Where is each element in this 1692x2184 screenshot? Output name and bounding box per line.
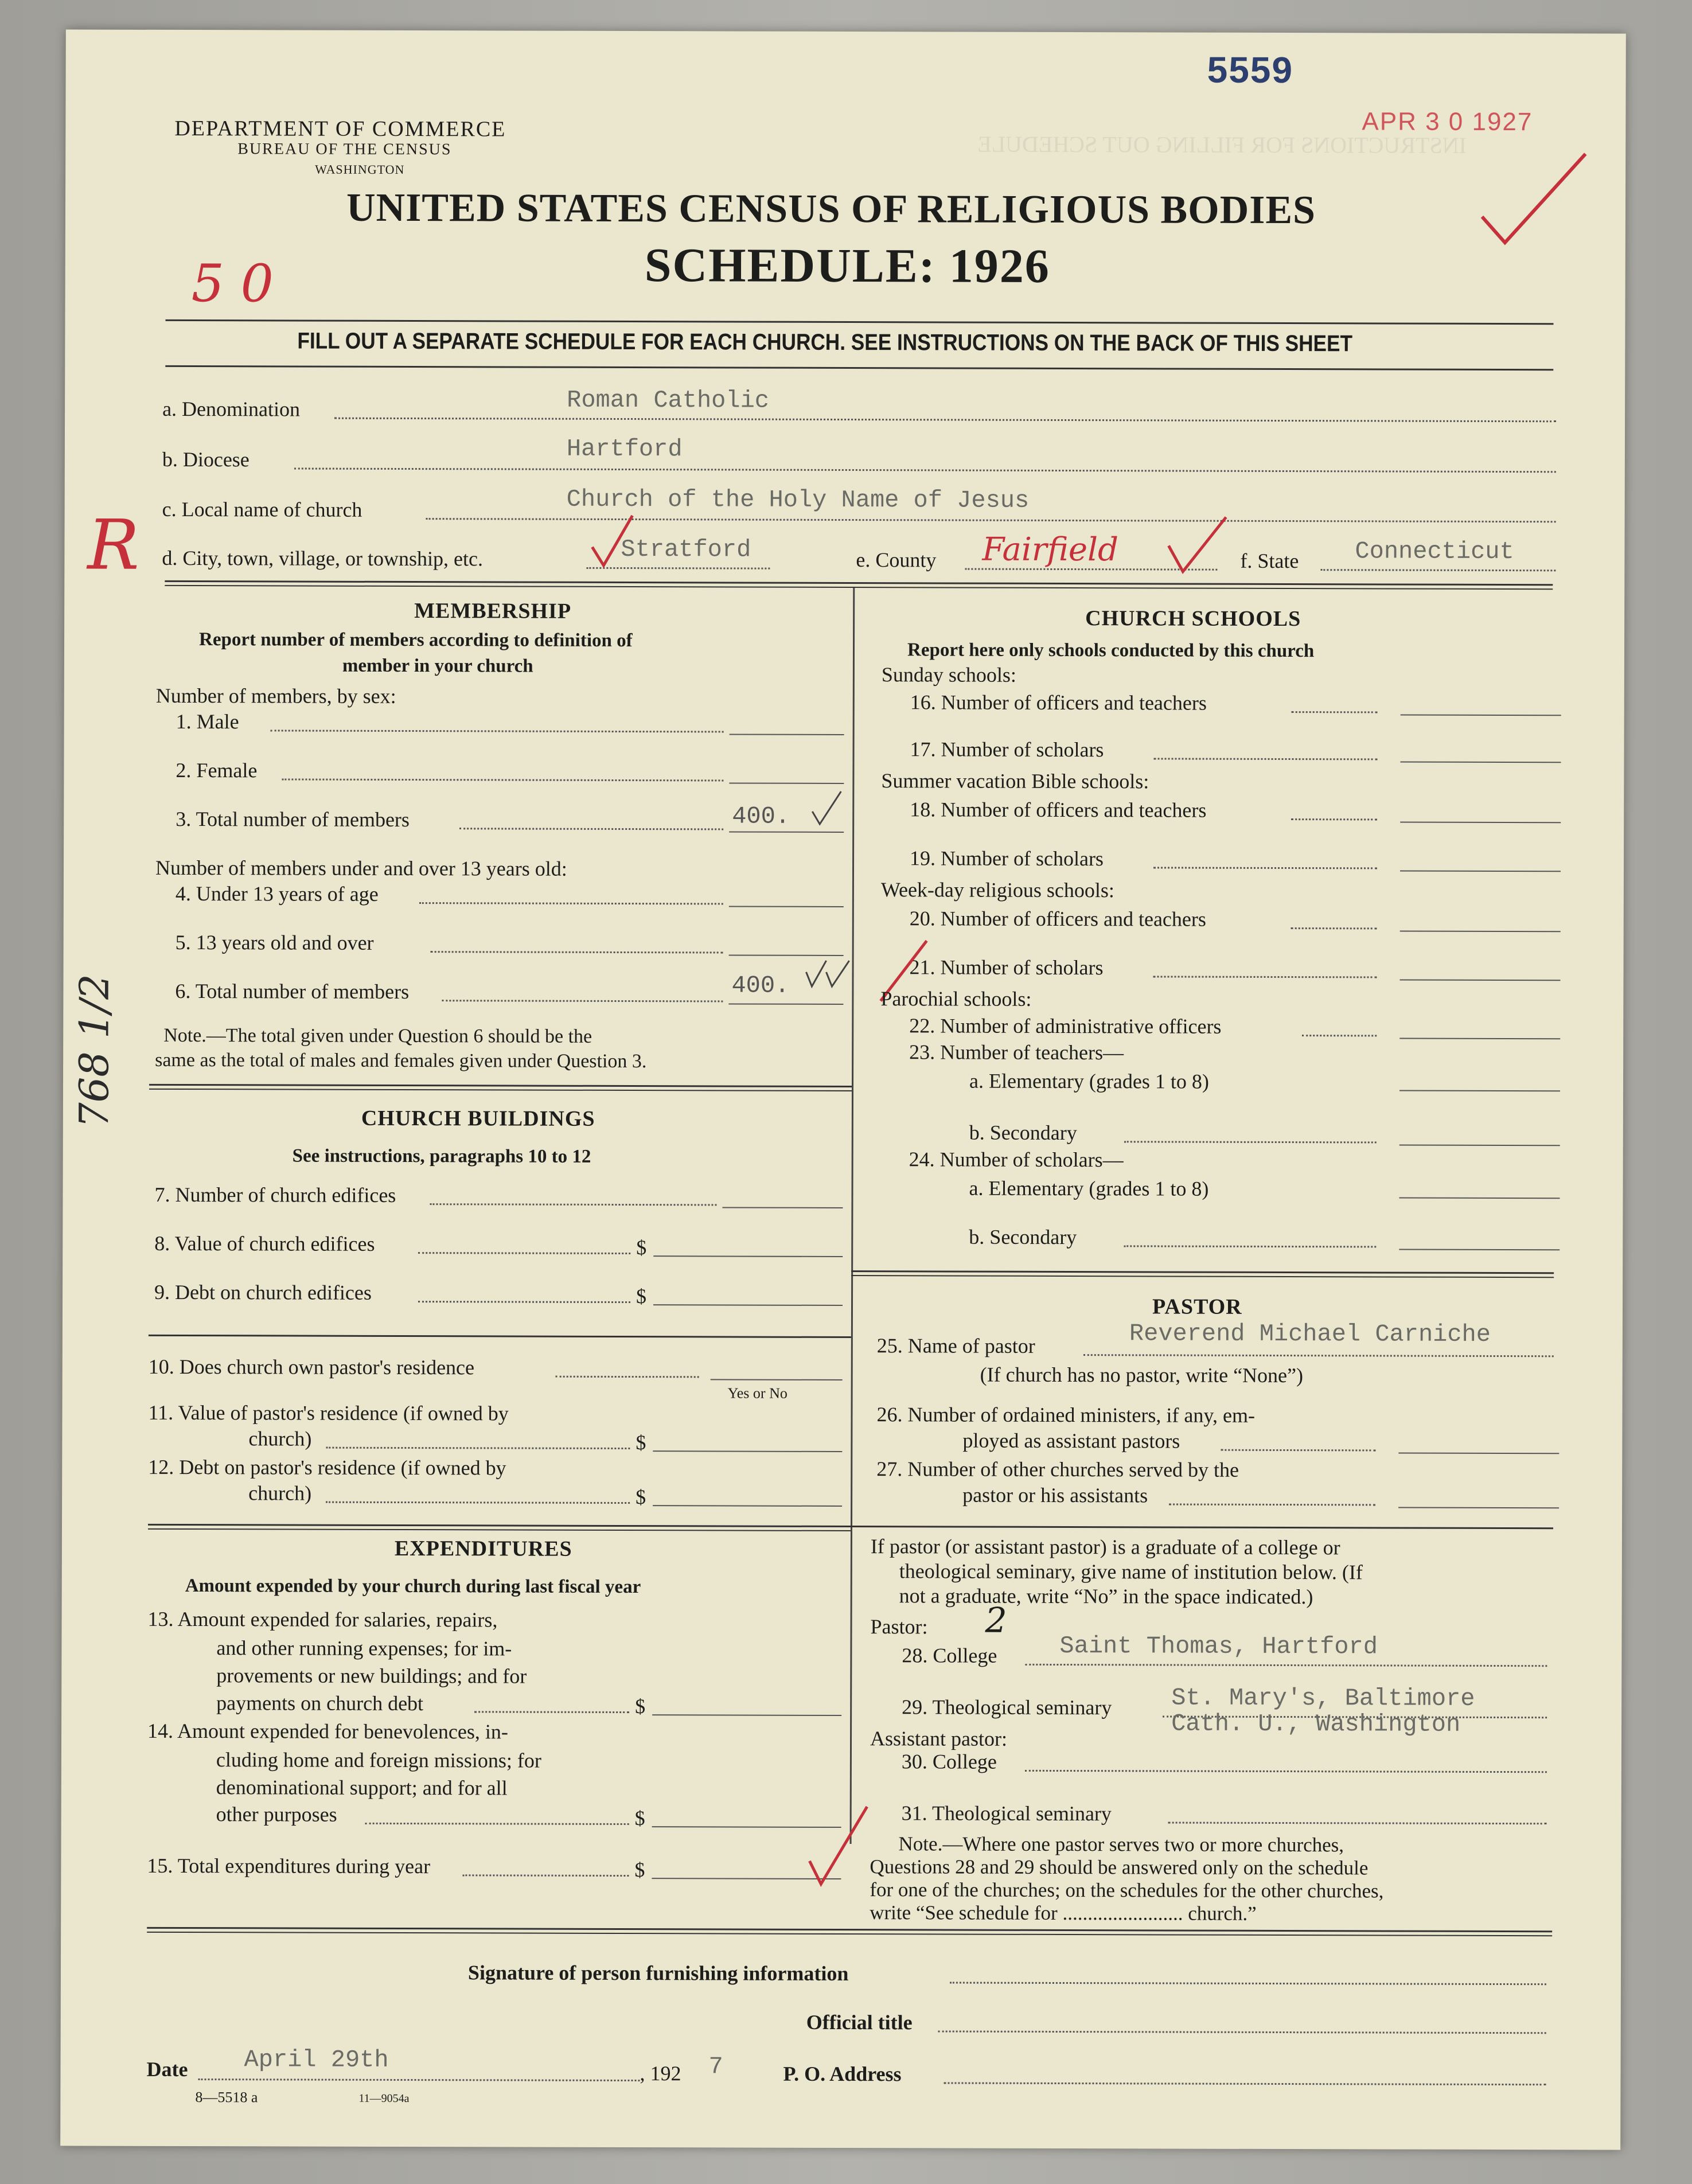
diocese-value[interactable]: Hartford bbox=[566, 435, 683, 463]
q23a-label: a. Elementary (grades 1 to 8) bbox=[969, 1069, 1209, 1093]
q22-dots bbox=[1302, 1035, 1377, 1036]
q27-label-1: 27. Number of other churches served by the bbox=[876, 1457, 1239, 1481]
q25-note: (If church has no pastor, write “None”) bbox=[980, 1363, 1304, 1387]
check-q3-icon bbox=[809, 789, 844, 829]
pastor-name-value[interactable]: Reverend Michael Carniche bbox=[1129, 1320, 1491, 1348]
q17-label: 17. Number of scholars bbox=[910, 738, 1104, 762]
parochial-schools-label: Parochial schools: bbox=[880, 987, 1032, 1011]
membership-heading: MEMBERSHIP bbox=[414, 599, 572, 623]
q11-dollar: $ bbox=[636, 1431, 646, 1454]
q30-dots bbox=[1025, 1770, 1547, 1773]
q3-dots bbox=[459, 828, 723, 830]
expenditures-rule-2 bbox=[148, 1528, 851, 1531]
red-check-county-icon bbox=[1165, 514, 1229, 577]
po-address-line[interactable] bbox=[944, 2082, 1546, 2085]
q1-answer[interactable] bbox=[730, 734, 844, 735]
denomination-label: a. Denomination bbox=[162, 397, 301, 421]
q23b-label: b. Secondary bbox=[969, 1121, 1077, 1145]
q23a-answer[interactable] bbox=[1399, 1090, 1560, 1092]
q31-dots bbox=[1168, 1822, 1547, 1824]
check-q6-icon bbox=[803, 958, 855, 998]
q14-label-4: other purposes bbox=[216, 1803, 337, 1826]
q28-dots bbox=[1025, 1664, 1547, 1667]
q25-dots bbox=[1083, 1354, 1554, 1357]
q11-label-2: church) bbox=[248, 1427, 312, 1450]
print-number: 11—9054a bbox=[358, 2092, 410, 2105]
denomination-line bbox=[334, 418, 1556, 423]
bleed-through-heading: INSTRUCTIONS FOR FILLING OUT SCHEDULE bbox=[977, 131, 1467, 158]
q18-dots bbox=[1291, 818, 1377, 820]
q1-label: 1. Male bbox=[176, 709, 239, 734]
q12-answer[interactable] bbox=[653, 1505, 842, 1507]
official-title-label: Official title bbox=[806, 2010, 913, 2034]
signature-line[interactable] bbox=[950, 1982, 1546, 1985]
q21-dots bbox=[1153, 976, 1377, 978]
stamp-number: 5559 bbox=[1207, 49, 1294, 91]
red-check-mark-icon bbox=[1476, 148, 1591, 252]
dept-line-2: BUREAU OF THE CENSUS bbox=[237, 140, 452, 159]
q13-label-3: provements or new buildings; and for bbox=[216, 1664, 527, 1688]
q27-answer[interactable] bbox=[1398, 1507, 1559, 1509]
q18-label: 18. Number of officers and teachers bbox=[910, 798, 1207, 822]
q10-answer[interactable] bbox=[711, 1379, 843, 1380]
assistant-subhead: Assistant pastor: bbox=[870, 1727, 1008, 1750]
q5-label: 5. 13 years old and over bbox=[175, 930, 374, 954]
q5-answer[interactable] bbox=[729, 954, 844, 956]
census-schedule-sheet bbox=[60, 29, 1626, 2150]
q6-label: 6. Total number of members bbox=[175, 979, 410, 1004]
official-title-line[interactable] bbox=[938, 2030, 1546, 2034]
form-subtitle: SCHEDULE: 1926 bbox=[644, 239, 1050, 293]
buildings-heading: CHURCH BUILDINGS bbox=[361, 1106, 595, 1131]
q6-dots bbox=[442, 1000, 723, 1002]
pastor-handwritten-mark: 2 bbox=[985, 1600, 1007, 1641]
local-name-value[interactable]: Church of the Holy Name of Jesus bbox=[566, 485, 1030, 514]
q20-label: 20. Number of officers and teachers bbox=[909, 907, 1206, 931]
q27-label-2: pastor or his assistants bbox=[962, 1483, 1148, 1507]
q28-label: 28. College bbox=[902, 1644, 997, 1667]
q8-label: 8. Value of church edifices bbox=[154, 1231, 375, 1255]
local-name-label: c. Local name of church bbox=[162, 497, 362, 521]
q30-label: 30. College bbox=[901, 1750, 997, 1773]
membership-note-1: Note.—The total given under Question 6 should be the bbox=[163, 1024, 592, 1047]
pastor-rule-2 bbox=[851, 1275, 1554, 1278]
column-divider bbox=[850, 588, 855, 1844]
q7-answer[interactable] bbox=[722, 1207, 843, 1208]
margin-note: 768 1/2 bbox=[71, 974, 118, 1128]
q11-answer[interactable] bbox=[653, 1450, 842, 1452]
city-label: d. City, town, village, or township, etc. bbox=[162, 546, 484, 571]
denomination-value[interactable]: Roman Catholic bbox=[567, 386, 770, 415]
q18-answer[interactable] bbox=[1400, 822, 1561, 824]
buildings-rule-2 bbox=[149, 1089, 852, 1091]
q23-label: 23. Number of teachers— bbox=[909, 1040, 1124, 1064]
pastor-subhead: Pastor: bbox=[870, 1615, 928, 1639]
yes-no-hint: Yes or No bbox=[727, 1384, 787, 1402]
q14-label-1: 14. Amount expended for benevolences, in- bbox=[147, 1719, 508, 1744]
q27-dots bbox=[1169, 1503, 1375, 1506]
q15-dollar: $ bbox=[634, 1858, 645, 1882]
q13-label-2: and other running expenses; for im- bbox=[216, 1636, 512, 1660]
q7-dots bbox=[430, 1203, 716, 1206]
city-value[interactable]: Stratford bbox=[621, 535, 751, 564]
expenditures-heading: EXPENDITURES bbox=[394, 1536, 572, 1561]
q26-answer[interactable] bbox=[1398, 1453, 1559, 1454]
q14-dollar: $ bbox=[634, 1807, 645, 1830]
q8-dots bbox=[418, 1252, 630, 1254]
red-check-city-icon bbox=[589, 513, 635, 570]
q13-label-1: 13. Amount expended for salaries, repairs, bbox=[147, 1607, 498, 1632]
pastor-rule bbox=[851, 1270, 1554, 1274]
q21-answer[interactable] bbox=[1400, 980, 1561, 981]
state-value[interactable]: Connecticut bbox=[1355, 537, 1514, 566]
q16-label: 16. Number of officers and teachers bbox=[910, 691, 1207, 715]
q25-label: 25. Name of pastor bbox=[876, 1334, 1035, 1358]
q15-label: 15. Total expenditures during year bbox=[147, 1854, 431, 1878]
pastor-note-1: Note.—Where one pastor serves two or more churches, bbox=[898, 1832, 1344, 1857]
q13-dots bbox=[474, 1711, 629, 1713]
q2-dots bbox=[282, 778, 723, 781]
q8-dollar: $ bbox=[636, 1236, 647, 1259]
banner-rule-top bbox=[166, 319, 1554, 325]
q3-answer bbox=[729, 831, 844, 833]
pastor-note-4: write “See schedule for ........................ church.” bbox=[870, 1901, 1257, 1925]
q14-dots bbox=[365, 1823, 629, 1825]
q24a-label: a. Elementary (grades 1 to 8) bbox=[969, 1176, 1209, 1200]
q12-label-1: 12. Debt on pastor's residence (if owned by bbox=[148, 1455, 506, 1480]
q3-value[interactable]: 400. bbox=[732, 802, 790, 830]
q29-label: 29. Theological seminary bbox=[902, 1695, 1112, 1719]
q19-dots bbox=[1153, 867, 1377, 869]
red-handwritten-number: 5 0 bbox=[191, 253, 274, 314]
seminary-value-1[interactable]: St. Mary's, Baltimore bbox=[1171, 1684, 1475, 1713]
dept-line-1: DEPARTMENT OF COMMERCE bbox=[174, 116, 506, 142]
q20-dots bbox=[1291, 927, 1377, 929]
college-value[interactable]: Saint Thomas, Hartford bbox=[1059, 1632, 1378, 1661]
membership-intro-2: member in your church bbox=[342, 655, 533, 677]
q26-dots bbox=[1221, 1449, 1375, 1452]
q24-label: 24. Number of scholars— bbox=[909, 1148, 1124, 1172]
date-value[interactable]: April 29th bbox=[244, 2046, 389, 2074]
q24b-dots bbox=[1124, 1245, 1376, 1247]
diocese-label: b. Diocese bbox=[162, 447, 249, 471]
date-label: Date bbox=[146, 2057, 188, 2081]
q4-dots bbox=[419, 902, 723, 904]
section-rule-top-2 bbox=[165, 585, 1553, 590]
diocese-line bbox=[294, 467, 1556, 473]
q7-label: 7. Number of church edifices bbox=[154, 1183, 396, 1207]
q22-label: 22. Number of administrative officers bbox=[909, 1014, 1222, 1038]
section-rule-top bbox=[165, 580, 1553, 586]
sunday-schools-label: Sunday schools: bbox=[881, 663, 1016, 687]
q19-label: 19. Number of scholars bbox=[910, 847, 1104, 871]
graduate-instr-2: theological seminary, give name of institution below. (If bbox=[899, 1559, 1363, 1584]
q6-value[interactable]: 400. bbox=[731, 972, 790, 1000]
buildings-rule bbox=[149, 1084, 852, 1087]
residence-rule bbox=[149, 1335, 851, 1338]
q4-label: 4. Under 13 years of age bbox=[175, 882, 379, 906]
q11-label-1: 11. Value of pastor's residence (if owned by bbox=[148, 1401, 509, 1425]
form-title: UNITED STATES CENSUS OF RELIGIOUS BODIES bbox=[346, 185, 1316, 233]
q2-answer[interactable] bbox=[729, 782, 844, 784]
q9-dots bbox=[418, 1301, 630, 1303]
instruction-banner: FILL OUT A SEPARATE SCHEDULE FOR EACH CHURCH. SEE INSTRUCTIONS ON THE BACK OF THIS SHEET bbox=[297, 328, 1353, 357]
received-date-stamp: APR 3 0 1927 bbox=[1362, 107, 1533, 136]
q14-label-3: denominational support; and for all bbox=[216, 1776, 508, 1800]
q10-label: 10. Does church own pastor's residence bbox=[148, 1355, 475, 1379]
q17-dots bbox=[1154, 758, 1378, 760]
po-address-label: P. O. Address bbox=[783, 2062, 902, 2086]
expenditures-rule bbox=[148, 1524, 851, 1527]
buildings-sub: See instructions, paragraphs 10 to 12 bbox=[292, 1145, 591, 1167]
q17-answer[interactable] bbox=[1400, 762, 1561, 763]
q26-label-1: 26. Number of ordained ministers, if any, em- bbox=[876, 1403, 1256, 1427]
q23b-answer[interactable] bbox=[1399, 1145, 1560, 1146]
q8-answer[interactable] bbox=[653, 1255, 843, 1257]
pastor-note-2: Questions 28 and 29 should be answered only on the schedule bbox=[870, 1855, 1369, 1879]
q13-dollar: $ bbox=[635, 1695, 646, 1718]
members-by-age: Number of members under and over 13 years old: bbox=[155, 856, 567, 880]
form-number: 8—5518 a bbox=[195, 2089, 258, 2106]
q5-dots bbox=[431, 951, 723, 953]
q12-dollar: $ bbox=[636, 1485, 646, 1509]
q21-label: 21. Number of scholars bbox=[909, 955, 1104, 980]
q4-answer[interactable] bbox=[729, 906, 844, 907]
state-label: f. State bbox=[1240, 549, 1299, 573]
state-line bbox=[1320, 569, 1555, 571]
q9-label: 9. Debt on church edifices bbox=[154, 1280, 372, 1304]
q9-answer[interactable] bbox=[653, 1304, 843, 1306]
q23b-dots bbox=[1124, 1141, 1377, 1143]
q16-answer[interactable] bbox=[1401, 715, 1561, 716]
q24b-answer[interactable] bbox=[1399, 1249, 1560, 1251]
expenditures-sub: Amount expended by your church during last fiscal year bbox=[185, 1575, 641, 1598]
q2-label: 2. Female bbox=[176, 758, 258, 782]
red-check-expenditures-icon bbox=[806, 1804, 870, 1890]
q19-answer[interactable] bbox=[1400, 871, 1561, 872]
schools-heading: CHURCH SCHOOLS bbox=[1085, 606, 1301, 631]
year-digit[interactable]: 7 bbox=[708, 2053, 723, 2081]
q14-label-2: cluding home and foreign missions; for bbox=[216, 1748, 541, 1772]
year-prefix: , 192 bbox=[640, 2062, 681, 2085]
pastor-note-3: for one of the churches; on the schedules for the other churches, bbox=[870, 1878, 1384, 1902]
q16-dots bbox=[1292, 711, 1378, 713]
q20-answer[interactable] bbox=[1400, 931, 1561, 933]
q26-label-2: ployed as assistant pastors bbox=[962, 1429, 1180, 1453]
q1-dots bbox=[271, 730, 724, 732]
q11-dots bbox=[326, 1447, 630, 1449]
summer-schools-label: Summer vacation Bible schools: bbox=[881, 769, 1149, 793]
q10-dots bbox=[556, 1376, 699, 1378]
q24b-label: b. Secondary bbox=[969, 1225, 1077, 1249]
schools-sub: Report here only schools conducted by this church bbox=[907, 639, 1315, 662]
graduate-rule bbox=[851, 1526, 1553, 1529]
membership-intro-1: Report number of members according to definition of bbox=[199, 629, 633, 652]
banner-rule-bottom bbox=[165, 365, 1553, 370]
county-label: e. County bbox=[856, 548, 937, 572]
county-value[interactable]: Fairfield bbox=[982, 531, 1118, 569]
q9-dollar: $ bbox=[636, 1285, 647, 1308]
footer-rule-2 bbox=[147, 1932, 1552, 1936]
q22-answer[interactable] bbox=[1399, 1038, 1560, 1040]
q31-label: 31. Theological seminary bbox=[901, 1801, 1112, 1826]
pastor-heading: PASTOR bbox=[1152, 1294, 1242, 1319]
q24a-answer[interactable] bbox=[1399, 1198, 1560, 1199]
weekday-schools-label: Week-day religious schools: bbox=[880, 878, 1114, 902]
red-r-mark: R bbox=[87, 505, 140, 586]
q12-label-2: church) bbox=[248, 1481, 312, 1505]
q13-answer[interactable] bbox=[652, 1714, 841, 1716]
q15-dots bbox=[462, 1874, 629, 1877]
graduate-instr-1: If pastor (or assistant pastor) is a graduate of a college or bbox=[870, 1535, 1340, 1559]
q12-dots bbox=[326, 1502, 630, 1504]
membership-note-2: same as the total of males and females given under Question 3. bbox=[155, 1049, 647, 1072]
q6-answer bbox=[728, 1003, 843, 1005]
signature-label: Signature of person furnishing information bbox=[467, 1961, 849, 1986]
seminary-value-2[interactable]: Cath. U., Washington bbox=[1171, 1710, 1461, 1738]
q3-label: 3. Total number of members bbox=[176, 807, 410, 832]
graduate-instr-3: not a graduate, write “No” in the space indicated.) bbox=[899, 1584, 1313, 1609]
members-by-sex: Number of members, by sex: bbox=[155, 684, 396, 708]
date-line bbox=[198, 2078, 640, 2081]
dept-line-3: WASHINGTON bbox=[315, 162, 405, 177]
q13-label-4: payments on church debt bbox=[216, 1691, 424, 1715]
